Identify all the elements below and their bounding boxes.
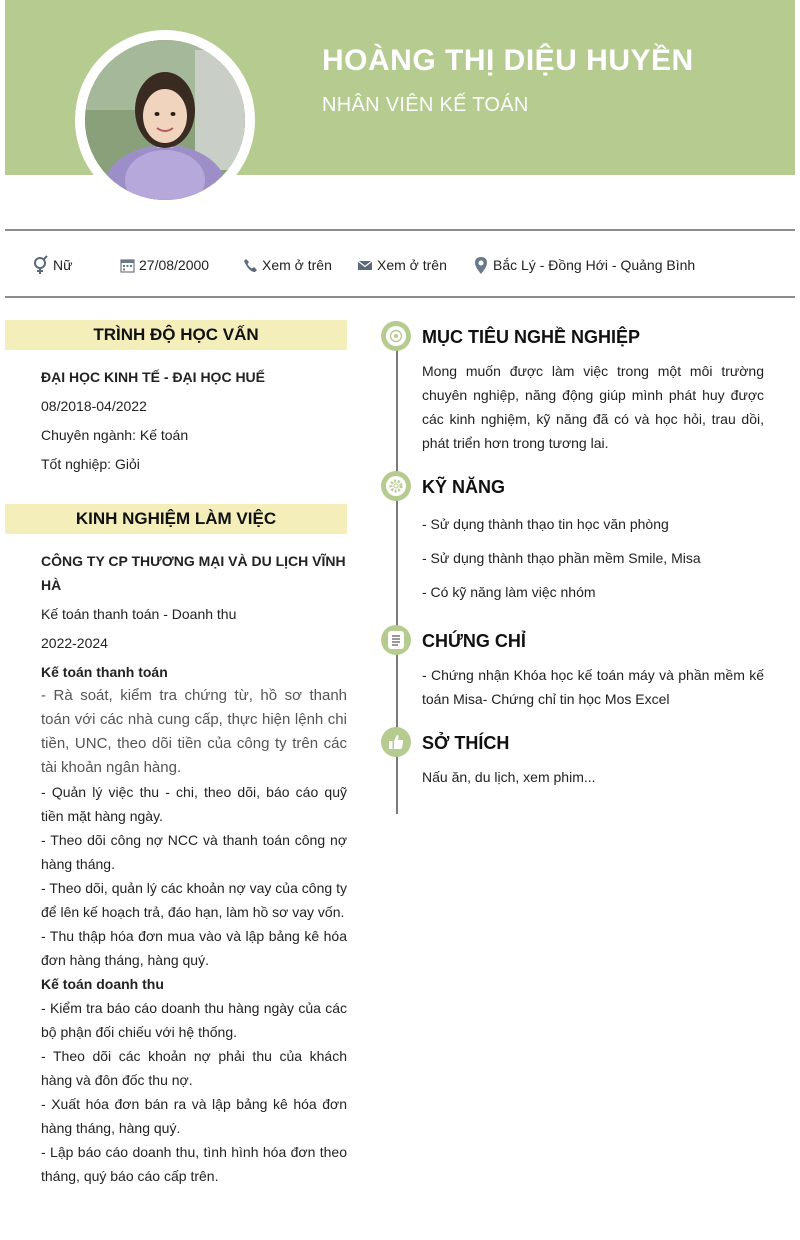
- location-icon: [473, 256, 489, 275]
- phone-text: Xem ở trên: [262, 257, 332, 273]
- skill-item: - Có kỹ năng làm việc nhóm: [422, 584, 596, 600]
- job-title: NHÂN VIÊN KẾ TOÁN: [322, 94, 529, 116]
- divider-bottom: [5, 296, 795, 298]
- certificates-text: - Chứng nhận Khóa học kế toán máy và phần mềm kế toán Misa- Chứng chỉ tin học Mos Excel: [422, 667, 764, 707]
- experience-section2-title: Kế toán doanh thu: [41, 976, 164, 992]
- objective-heading: MỤC TIÊU NGHỀ NGHIỆP: [422, 327, 641, 347]
- skill-item: - Sử dụng thành thạo phần mềm Smile, Misa: [422, 550, 701, 566]
- experience-duty: - Theo dõi các khoản nợ phải thu của khách hàng và đôn đốc thu nợ.: [41, 1048, 347, 1088]
- experience-position: Kế toán thanh toán - Doanh thu: [41, 606, 237, 622]
- objective-text: Mong muốn được làm việc trong một môi trường chuyên nghiệp, năng động giúp mình phát huy được các kinh nghiệm, kỹ năng đã có và học hỏi, trau dồi, phát triển hơn trong tương lai.: [422, 363, 764, 451]
- education-grade: Tốt nghiệp: Giỏi: [41, 456, 140, 472]
- skills-heading: KỸ NĂNG: [422, 477, 506, 497]
- experience-duty: - Xuất hóa đơn bán ra và lập bảng kê hóa đơn hàng tháng, hàng quý.: [41, 1096, 347, 1136]
- education-period: 08/2018-04/2022: [41, 398, 147, 414]
- divider-top: [5, 229, 795, 231]
- education-major: Chuyên ngành: Kế toán: [41, 427, 189, 443]
- email-icon: [357, 259, 373, 272]
- experience-duty: - Rà soát, kiểm tra chứng từ, hồ sơ thanh toán với các nhà cung cấp, thực hiện lệnh chi tiền, UNC, theo dõi tiền của công ty trên các tài khoản ngân hàng.: [41, 687, 347, 776]
- experience-heading: KINH NGHIỆM LÀM VIỆC: [5, 504, 347, 534]
- gender-icon: [31, 255, 49, 275]
- experience-duty: - Thu thập hóa đơn mua vào và lập bảng kê hóa đơn hàng tháng, hàng quý.: [41, 928, 347, 968]
- target-icon: [381, 321, 411, 351]
- gear-icon: [381, 471, 411, 501]
- experience-duty: - Kiểm tra báo cáo doanh thu hàng ngày của các bộ phận đối chiếu với hệ thống.: [41, 1000, 347, 1040]
- experience-duty: - Theo dõi, quản lý các khoản nợ vay của công ty để lên kế hoạch trả, đáo hạn, làm hồ sơ vay vốn.: [41, 880, 347, 920]
- avatar: [85, 40, 245, 200]
- skill-item: - Sử dụng thành thạo tin học văn phòng: [422, 516, 669, 532]
- contact-birthday: [120, 255, 209, 275]
- experience-duty: - Lập báo cáo doanh thu, tình hình hóa đơn theo tháng, quý báo cáo cấp trên.: [41, 1144, 347, 1184]
- document-icon: [381, 625, 411, 655]
- contact-address: [473, 255, 695, 275]
- address-text: Bắc Lý - Đồng Hới - Quảng Bình: [493, 257, 696, 273]
- experience-duty: - Theo dõi công nợ NCC và thanh toán công nợ hàng tháng.: [41, 832, 347, 872]
- education-school: ĐẠI HỌC KINH TẾ - ĐẠI HỌC HUẾ: [41, 369, 265, 385]
- email-text: Xem ở trên: [377, 257, 447, 273]
- education-heading: TRÌNH ĐỘ HỌC VẤN: [5, 320, 347, 350]
- candidate-name: HOÀNG THỊ DIỆU HUYỀN: [322, 44, 694, 77]
- experience-section1-title: Kế toán thanh toán: [41, 664, 168, 680]
- calendar-icon: [120, 258, 135, 273]
- thumbs-up-icon: [381, 727, 411, 757]
- phone-icon: [243, 258, 258, 273]
- contact-phone: [243, 255, 332, 275]
- experience-company: CÔNG TY CP THƯƠNG MẠI VÀ DU LỊCH VĨNH HÀ: [41, 553, 346, 593]
- gender-text: Nữ: [53, 257, 73, 273]
- hobbies-text: Nấu ăn, du lịch, xem phim...: [422, 769, 596, 785]
- certificates-heading: CHỨNG CHỈ: [422, 631, 526, 651]
- hobbies-heading: SỞ THÍCH: [422, 733, 510, 753]
- birthday-text: 27/08/2000: [139, 257, 210, 273]
- contact-email: [357, 255, 447, 275]
- contact-gender: [31, 255, 72, 275]
- experience-period: 2022-2024: [41, 635, 108, 651]
- experience-duty: - Quản lý việc thu - chi, theo dõi, báo cáo quỹ tiền mặt hàng ngày.: [41, 784, 347, 824]
